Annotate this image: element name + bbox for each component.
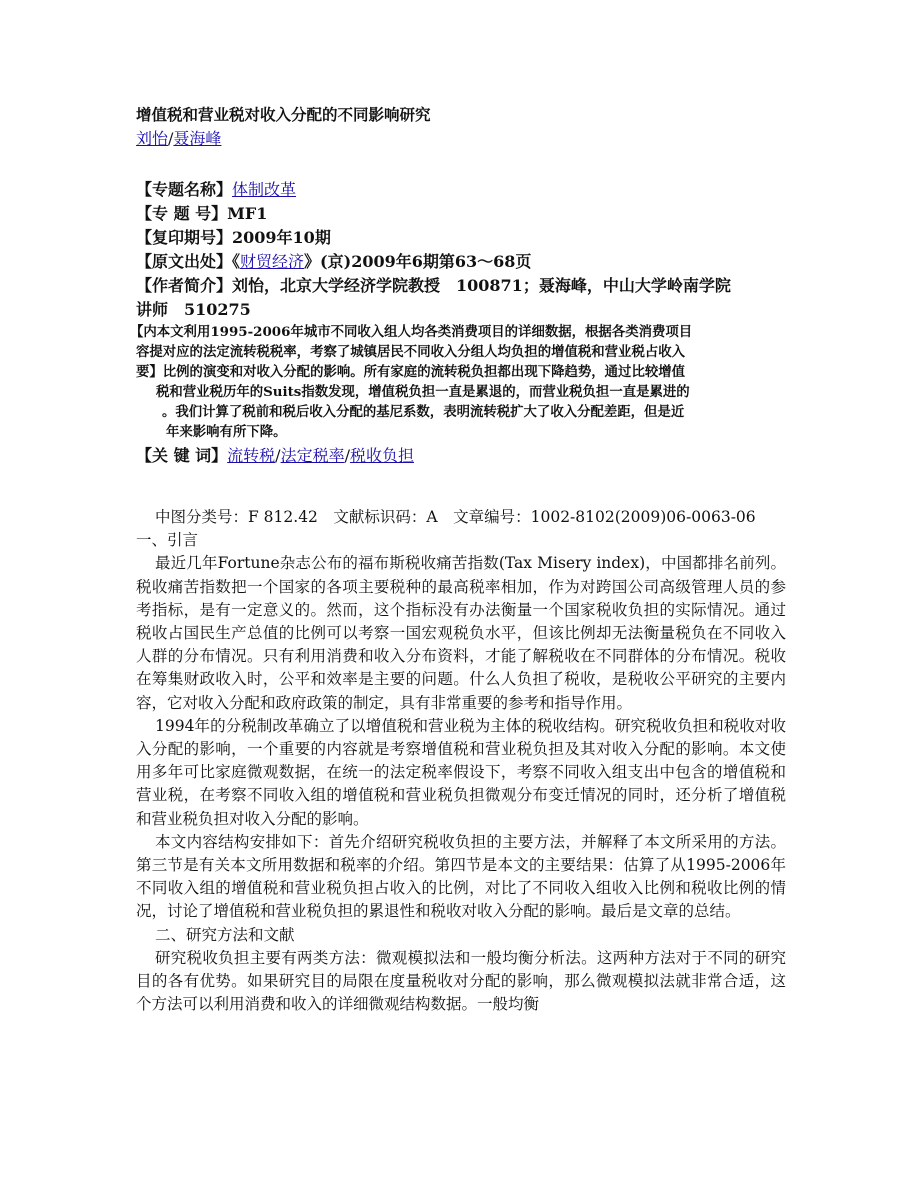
classification-line: 中图分类号：F 812.42 文献标识码：A 文章编号：1002-8102(2009)06-0063-06	[155, 508, 756, 526]
body-paragraph: 研究税收负担主要有两类方法：微观模拟法和一般均衡分析法。这两种方法对于不同的研究目的各有优势。如果研究目的局限在度量税收对分配的影响，那么微观模拟法就非常合适，这个方法可以利用消费和收入的详细微观结构数据。一般均衡	[136, 948, 786, 1014]
reprint-row	[136, 226, 786, 250]
topic-number-value: MF1	[227, 204, 268, 223]
source-bracket-open: 《	[232, 252, 241, 271]
source-row	[136, 250, 786, 274]
topic-number-label: 【专 题 号】	[136, 204, 228, 223]
topic-label: 【专题名称】	[136, 180, 233, 199]
section-heading: 二、研究方法和文献	[155, 925, 295, 944]
reprint-label: 【复印期号】	[136, 228, 233, 247]
article-metadata	[136, 178, 786, 322]
author-info-row	[136, 274, 786, 322]
reprint-value: 2009年10期	[232, 228, 331, 247]
abstract-line: 容提对应的法定流转税税率，考察了城镇居民不同收入分组人均负担的增值税和营业税占收入	[136, 344, 686, 360]
keyword-link[interactable]: 流转税	[227, 446, 276, 465]
source-label: 【原文出处】	[136, 252, 233, 271]
author-info-line2: 讲师 510275	[136, 300, 251, 319]
author-link-liu-yi[interactable]: 刘怡	[136, 129, 169, 148]
keywords-label: 【关 键 词】	[136, 446, 228, 465]
source-detail: 》(京)2009年6期第63～68页	[304, 252, 532, 271]
document-page	[130, 104, 786, 1016]
abstract-line: 【内本文利用1995-2006年城市不同收入组人均各类消费项目的详细数据，根据各类消费项目	[130, 324, 693, 340]
keyword-link[interactable]: 法定税率	[280, 446, 345, 465]
abstract-block	[130, 322, 786, 442]
body-paragraph: 最近几年Fortune杂志公布的福布斯税收痛苦指数(Tax Misery index)，中国都排名前列。税收痛苦指数把一个国家的各项主要税种的最高税率相加，作为对跨国公司高级管理人员的参考指标，是有一定意义的。然而，这个指标没有办法衡量一个国家税收负担的实际情况。通过税收占国民生产总值的比例可以考察一国宏观税负水平，但该比例却无法衡量税负在不同收入人群的分布情况。只有利用消费和收入分布资料，才能了解税收在不同群体的分布情况。税收在筹集财政收入时，公平和效率是主要的问题。什么人负担了税收，是税收公平研究的主要内容，它对收入分配和政府政策的制定，具有非常重要的参考和指导作用。	[136, 554, 786, 712]
source-journal-link[interactable]: 财贸经济	[240, 252, 305, 271]
author-link-nie-haifeng[interactable]: 聂海峰	[173, 129, 222, 148]
article-body	[136, 506, 786, 1016]
author-info-label: 【作者简介】	[136, 276, 233, 295]
abstract-line: 年来影响有所下降。	[166, 424, 287, 440]
keywords-row	[136, 444, 786, 468]
keyword-separator: /	[344, 446, 350, 465]
topic-number-row	[136, 202, 786, 226]
section-heading: 一、引言	[136, 531, 199, 550]
topic-link[interactable]: 体制改革	[232, 180, 297, 199]
body-paragraph: 1994年的分税制改革确立了以增值税和营业税为主体的税收结构。研究税收负担和税收对收入分配的影响，一个重要的内容就是考察增值税和营业税负担及其对收入分配的影响。本文使用多年可比家庭微观数据，在统一的法定税率假设下，考察不同收入组支出中包含的增值税和营业税，在考察不同收入组的增值税和营业税负担微观分布变迁情况的同时，还分析了增值税和营业税负担对收入分配的影响。	[136, 716, 786, 828]
author-info-line1: 刘怡，北京大学经济学院教授 100871；聂海峰，中山大学岭南学院	[232, 276, 731, 295]
author-separator: /	[168, 129, 174, 148]
body-paragraph: 本文内容结构安排如下：首先介绍研究税收负担的主要方法，并解释了本文所采用的方法。第三节是有关本文所用数据和税率的介绍。第四节是本文的主要结果：估算了从1995-2006年不同收入组的增值税和营业税负担占收入的比例，对比了不同收入组收入比例和税收比例的情况，讨论了增值税和营业税负担的累退性和税收对收入分配的影响。最后是文章的总结。	[136, 832, 786, 921]
abstract-line: 要】比例的演变和对收入分配的影响。所有家庭的流转税负担都出现下降趋势，通过比较增值	[136, 364, 686, 380]
keyword-separator: /	[275, 446, 281, 465]
abstract-line: 。我们计算了税前和税后收入分配的基尼系数，表明流转税扩大了收入分配差距，但是近	[162, 404, 685, 420]
author-links	[136, 128, 786, 150]
article-title: 增值税和营业税对收入分配的不同影响研究	[136, 106, 431, 124]
keyword-link[interactable]: 税收负担	[349, 446, 414, 465]
topic-row	[136, 178, 786, 202]
abstract-line: 税和营业税历年的Suits指数发现，增值税负担一直是累退的，而营业税负担一直是累进的	[156, 384, 690, 400]
